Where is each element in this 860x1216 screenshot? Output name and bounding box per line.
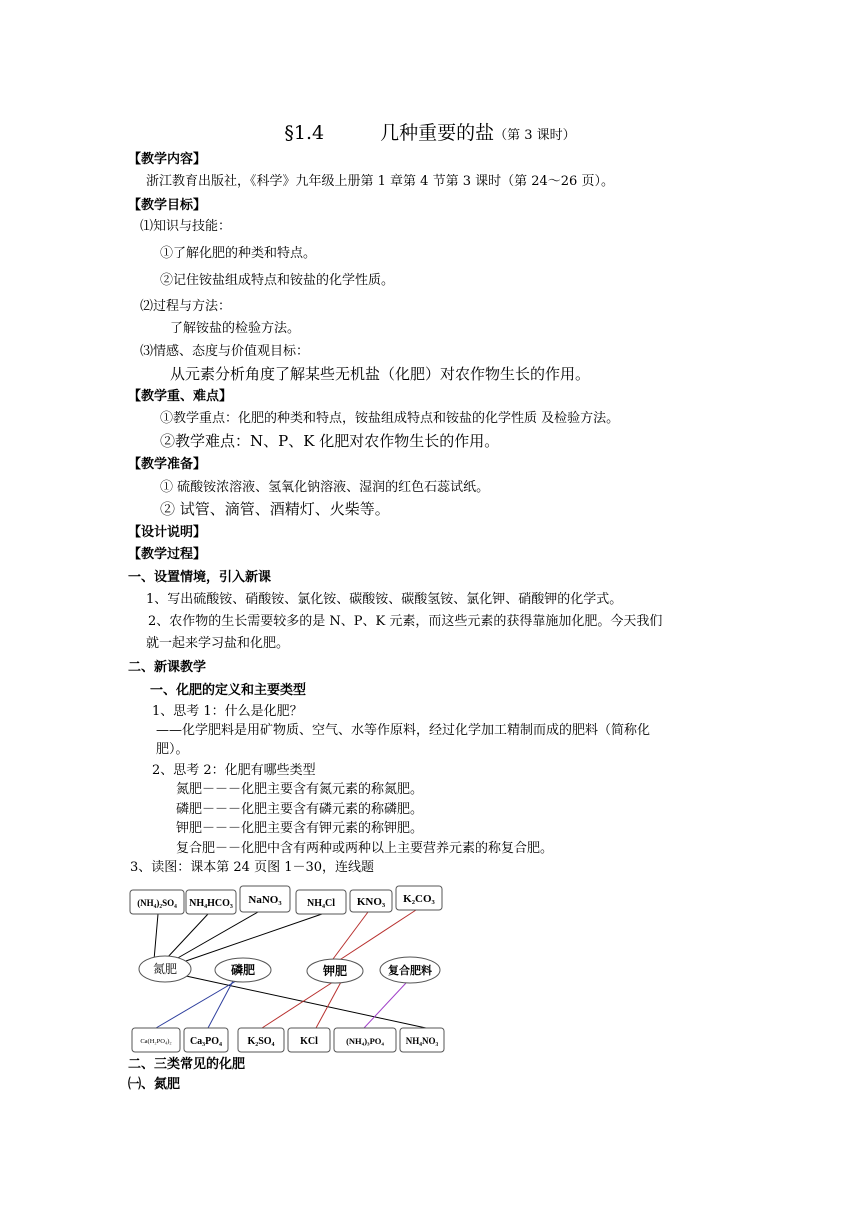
- category-ellipse-potash: [307, 959, 363, 983]
- heading-goals: 【教学目标】: [128, 198, 207, 213]
- heading-content: 【教学内容】: [128, 152, 207, 167]
- title-main: 几种重要的盐: [380, 122, 495, 144]
- section-3-nitrogen: ㈠、氮肥: [128, 1077, 181, 1092]
- svg-text:K₂CO₃: K₂CO₃: [403, 893, 435, 905]
- link-phosphate-ca3po4: [208, 981, 233, 1028]
- top-compound-box: [350, 890, 392, 912]
- top-compound-box: [296, 890, 346, 914]
- category-ellipse-phosphate: [215, 958, 271, 982]
- section-3: 二、三类常见的化肥: [128, 1057, 246, 1072]
- svg-text:NH₄Cl: NH₄Cl: [307, 898, 335, 909]
- heading-process: 【教学过程】: [128, 547, 207, 562]
- document-title: [0, 118, 860, 145]
- think-1-b: 肥）。: [156, 742, 189, 757]
- goal-3a: 从元素分析角度了解某些无机盐（化肥）对农作物生长的作用。: [170, 365, 591, 383]
- s1-item-2b: 就一起来学习盐和化肥。: [146, 636, 290, 651]
- svg-text:Ca(H₂PO₄)₂: Ca(H₂PO₄)₂: [140, 1038, 172, 1045]
- key-point-1: ①教学重点：化肥的种类和特点，铵盐组成特点和铵盐的化学性质 及检验方法。: [160, 411, 620, 426]
- title-sub: （第 3 课时）: [494, 128, 576, 143]
- section-1: 一、设置情境，引入新课: [128, 570, 272, 585]
- s1-item-2a: 2、农作物的生长需要较多的是 N、P、K 元素，而这些元素的获得靠施加化肥。今天我们: [148, 614, 663, 629]
- link-potash-k2so4: [262, 982, 333, 1028]
- section-number: §1.4: [284, 122, 325, 144]
- svg-text:NaNO₃: NaNO₃: [248, 894, 282, 906]
- goal-2: ⑵过程与方法：: [140, 299, 232, 314]
- type-compound: 复合肥－－化肥中含有两种或两种以上主要营养元素的称复合肥。: [176, 841, 554, 856]
- svg-text:Ca₃PO₄: Ca₃PO₄: [189, 1036, 223, 1047]
- svg-text:磷肥: 磷肥: [230, 963, 256, 977]
- top-compound-box: [240, 886, 290, 912]
- key-point-2: ②教学难点：N、P、K 化肥对农作物生长的作用。: [160, 432, 500, 450]
- link-nitrogen-nh4so4: [154, 914, 158, 960]
- bottom-compound-box: [184, 1028, 228, 1052]
- bottom-compound-box: [400, 1028, 444, 1052]
- think-1-a: ——化学肥料是用矿物质、空气、水等作原料，经过化学加工精制而成的肥料（简称化: [156, 723, 651, 738]
- svg-text:NH₄NO₃: NH₄NO₃: [405, 1036, 439, 1046]
- svg-text:KCl: KCl: [300, 1036, 318, 1047]
- goal-1b: ②记住铵盐组成特点和铵盐的化学性质。: [160, 273, 395, 288]
- link-nitrogen-nh4cl: [183, 914, 322, 962]
- goal-1a: ①了解化肥的种类和特点。: [160, 246, 317, 261]
- svg-text:NH₄HCO₃: NH₄HCO₃: [189, 898, 233, 909]
- section-2: 二、新课教学: [128, 660, 207, 675]
- type-phosphorus: 磷肥－－－化肥主要含有磷元素的称磷肥。: [176, 802, 424, 817]
- fertilizer-matching-diagram: [128, 880, 448, 1058]
- top-compound-box: [186, 890, 236, 914]
- type-potassium: 钾肥－－－化肥主要含有钾元素的称钾肥。: [176, 821, 424, 836]
- think-1: 1、思考 1：什么是化肥？: [152, 704, 303, 719]
- svg-text:氮肥: 氮肥: [152, 962, 178, 976]
- think-2: 2、思考 2：化肥有哪些类型: [152, 763, 316, 778]
- goal-2a: 了解铵盐的检验方法。: [170, 321, 301, 336]
- svg-text:K₂SO₄: K₂SO₄: [247, 1036, 275, 1047]
- section-2-heading: 一、化肥的定义和主要类型: [150, 683, 307, 698]
- bottom-compound-box: [132, 1028, 180, 1052]
- svg-text:(NH₄)₂SO₄: (NH₄)₂SO₄: [137, 898, 177, 908]
- type-nitrogen: 氮肥－－－化肥主要含有氮元素的称氮肥。: [176, 782, 424, 797]
- link-phosphate-cah2po4: [156, 981, 236, 1028]
- goal-1: ⑴知识与技能：: [140, 219, 232, 234]
- link-potash-kno3: [333, 912, 368, 959]
- goal-3: ⑶情感、态度与价值观目标：: [140, 344, 310, 359]
- content-text: 浙江教育出版社，《科学》九年级上册第 1 章第 4 节第 3 课时（第 24～26 页）。: [146, 174, 614, 189]
- bottom-compound-box: [288, 1028, 330, 1052]
- top-compound-box: [130, 890, 184, 914]
- heading-key: 【教学重、难点】: [128, 389, 233, 404]
- top-compound-box: [396, 886, 442, 910]
- svg-text:KNO₃: KNO₃: [356, 896, 386, 908]
- heading-design: 【设计说明】: [128, 525, 207, 540]
- category-ellipse-compound: [380, 957, 440, 983]
- prep-1: ① 硫酸铵浓溶液、氢氧化钠溶液、湿润的红色石蕊试纸。: [160, 480, 490, 495]
- link-compound-nh4po4: [364, 983, 406, 1028]
- bottom-compound-box: [334, 1028, 396, 1052]
- svg-text:复合肥料: 复合肥料: [388, 965, 432, 977]
- read-figure: 3、读图：课本第 24 页图 1－30，连线题: [130, 860, 375, 875]
- svg-text:(NH₄)₃PO₄: (NH₄)₃PO₄: [346, 1036, 384, 1046]
- prep-2: ② 试管、滴管、酒精灯、火柴等。: [160, 500, 390, 518]
- heading-prep: 【教学准备】: [128, 457, 207, 472]
- link-potash-k2co3: [338, 910, 416, 961]
- bottom-compound-box: [238, 1028, 284, 1052]
- category-ellipse-nitrogen: [139, 956, 191, 982]
- s1-item-1: 1、写出硫酸铵、硝酸铵、氯化铵、碳酸铵、碳酸氢铵、氯化钾、硝酸钾的化学式。: [146, 592, 623, 607]
- svg-text:钾肥: 钾肥: [322, 964, 348, 978]
